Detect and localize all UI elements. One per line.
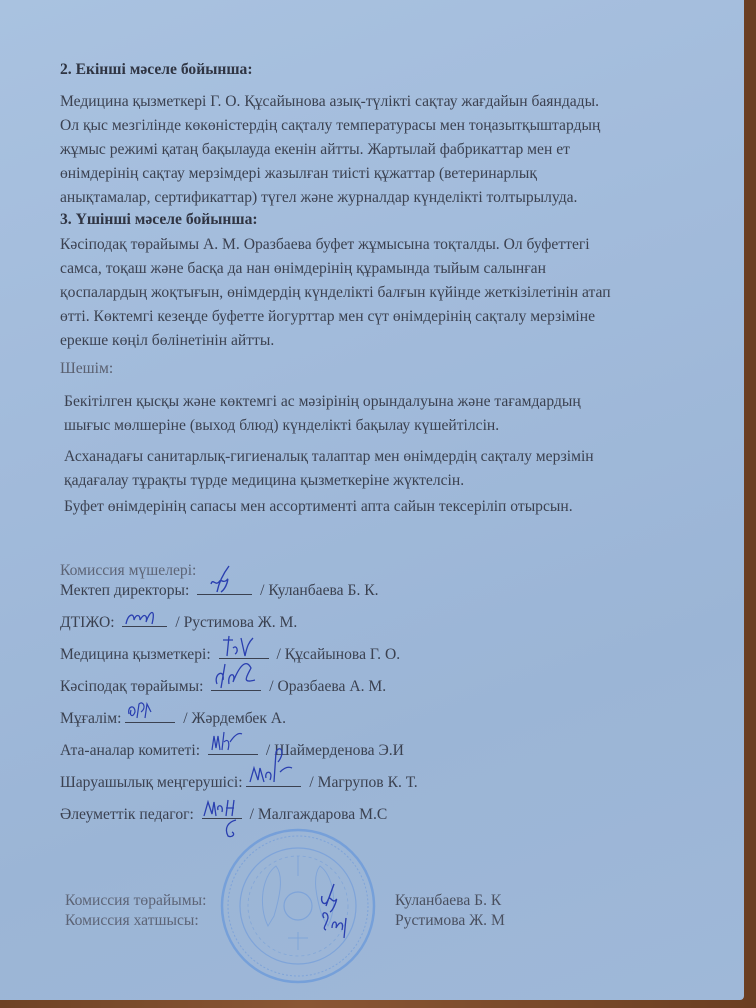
- member-role: Әлеуметтік педагог:: [60, 806, 194, 823]
- secretary-name: Рустимова Ж. М: [395, 912, 505, 929]
- member-row: [60, 612, 297, 632]
- member-row: [60, 772, 418, 792]
- text-line: Медицина қызметкері Г. О. Құсайынова азық-түлікті сақтау жағдайын баяндады.: [60, 93, 599, 110]
- text-line: самса, тоқаш және басқа да нан өнімдерінің құрамында тыйым салынған: [60, 260, 546, 277]
- decision-item-3: [64, 495, 714, 519]
- text-line: шығыс мөлшеріне (выход блюд) күнделікті бақылау күшейтілсін.: [64, 417, 500, 434]
- text-line: қадағалау тұрақты түрде медицина қызметкеріне жүктелсін.: [64, 472, 465, 489]
- member-role: Мұғалім:: [60, 710, 122, 727]
- member-role: Шаруашылық меңгерушісі:: [60, 774, 243, 791]
- signature-image: [219, 634, 269, 660]
- member-role: Ата-аналар комитеті:: [60, 742, 201, 759]
- signature-field: [202, 804, 242, 819]
- text-line: жұмыс режимі қатаң бақылауда екенін айтты. Жартылай фабрикаттар мен ет: [60, 141, 570, 158]
- text-line: Бекітілген қысқы және көктемгі ас мәзірінің орындалуына және тағамдардың: [64, 393, 581, 410]
- member-row: [60, 580, 379, 600]
- text-line: қоспалардың жоқтығын, өнімдердің күнделікті балғын күйінде жеткізілетінін атап: [60, 284, 611, 301]
- signature-image: [122, 606, 167, 628]
- section-2-body: [60, 90, 710, 210]
- member-name: / Оразбаева А. М.: [269, 678, 387, 695]
- signature-field: [219, 644, 269, 659]
- member-role: Мектеп директоры:: [60, 582, 190, 599]
- official-stamp: [218, 826, 378, 986]
- signature-field: [197, 580, 252, 595]
- member-role: Кәсіподақ төрайымы:: [60, 678, 204, 695]
- member-name: / Малгаждарова М.С: [249, 806, 388, 823]
- decision-item-1: [64, 390, 714, 438]
- text-line: Кәсіподақ төрайымы А. М. Оразбаева буфет жұмысына тоқталды. Ол буфеттегі: [60, 236, 590, 253]
- chair-secretary-signatures: [318, 882, 354, 942]
- signature-image: [197, 562, 252, 596]
- text-line: Асханадағы санитарлық-гигиеналық талаптар мен өнімдердің сақталу мерзімін: [64, 448, 594, 465]
- chair-label: Комиссия төрайымы:: [65, 892, 207, 909]
- member-role: Медицина қызметкері:: [60, 646, 211, 663]
- member-row: [60, 740, 404, 760]
- text-line: өнімдерінің сақтау мерзімдері жазылған тиісті құжаттар (ветеринарлық: [60, 165, 537, 182]
- signature-image: [246, 742, 301, 788]
- text-line: өтті. Көктемгі кезеңде буфетте йогурттар мен сүт өнімдерінің сақталу мерзіміне: [60, 308, 596, 325]
- text-line: ерекше көңіл бөлінетінін айтты.: [60, 332, 275, 349]
- section-3-heading: 3. Үшінші мәселе бойынша:: [60, 211, 258, 228]
- member-row: [60, 708, 286, 728]
- member-name: / Құсайынова Г. О.: [276, 646, 401, 663]
- signature-field: [246, 772, 301, 787]
- member-name: / Куланбаева Б. К.: [260, 582, 379, 599]
- member-row: [60, 804, 387, 824]
- signature-image: [125, 698, 175, 724]
- chair-name: Куланбаева Б. К: [395, 892, 502, 909]
- signature-field: [125, 708, 175, 723]
- commission-heading: Комиссия мүшелері:: [60, 562, 197, 579]
- decision-heading: Шешім:: [60, 360, 114, 377]
- member-row: [60, 676, 386, 696]
- signature-field: [122, 612, 167, 627]
- signature-field: [211, 676, 261, 691]
- signature-image: [211, 658, 261, 692]
- member-name: / Жәрдембек А.: [183, 710, 286, 727]
- text-line: Ол қыс мезгілінде көкөністердің сақталу температурасы мен тоңазытқыштардың: [60, 117, 601, 134]
- text-line: Буфет өнімдерінің сапасы мен ассортименті апта сайын тексеріліп отырсын.: [64, 498, 573, 515]
- member-role: ДТІЖО:: [60, 614, 115, 631]
- section-2-heading: 2. Екінші мәселе бойынша:: [60, 61, 253, 78]
- member-name: / Шаймерденова Э.И: [265, 742, 404, 759]
- secretary-label: Комиссия хатшысы:: [65, 912, 199, 929]
- member-name: / Рустимова Ж. М.: [175, 614, 298, 631]
- decision-item-2: [64, 445, 714, 493]
- member-name: / Магрупов К. Т.: [309, 774, 418, 791]
- text-line: анықтамалар, сертификаттар) түгел және журналдар күнделікті толтырылуда.: [60, 189, 578, 206]
- section-3-body: [60, 233, 710, 353]
